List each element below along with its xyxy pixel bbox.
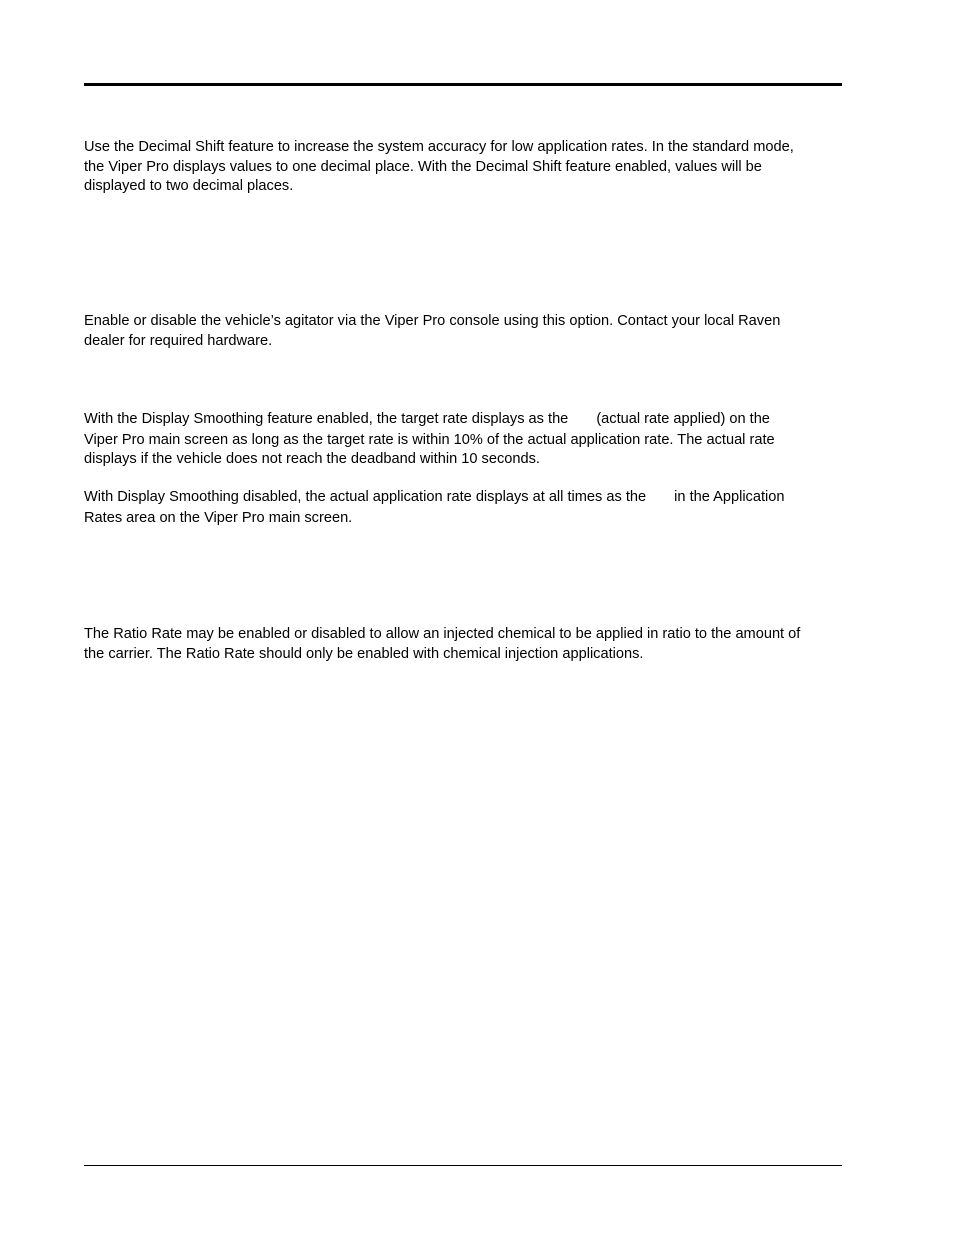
ratio-rate-line-2: the carrier. The Ratio Rate should only be enabled with chemical injection applications. <box>84 645 644 662</box>
display-smoothing-enabled-paragraph <box>84 409 844 470</box>
decimal-shift-paragraph <box>84 138 844 197</box>
agitator-paragraph <box>84 312 844 351</box>
display-smoothing-enabled-line-1 <box>84 409 844 431</box>
decimal-shift-line-1: Use the Decimal Shift feature to increase the system accuracy for low application rates. In the standard mode, <box>84 139 794 155</box>
display-smoothing-disabled-line-1-end: in the Application <box>674 489 785 505</box>
agitator-line-2: dealer for required hardware. <box>84 332 273 349</box>
display-smoothing-disabled-line-1-start: With Display Smoothing disabled, the actual application rate displays at all times as the <box>84 489 647 505</box>
ratio-rate-paragraph <box>84 625 844 664</box>
display-smoothing-enabled-line-1-start: With the Display Smoothing feature enabled, the target rate displays as the <box>84 411 569 427</box>
header-rule <box>84 83 842 86</box>
decimal-shift-line-3: displayed to two decimal places. <box>84 178 294 194</box>
display-smoothing-enabled-line-2: Viper Pro main screen as long as the target rate is within 10% of the actual application rate. The actual rate <box>84 431 775 448</box>
display-smoothing-disabled-line-1 <box>84 487 844 509</box>
display-smoothing-disabled-line-2: Rates area on the Viper Pro main screen. <box>84 509 353 526</box>
display-smoothing-enabled-line-1-end: (actual rate applied) on the <box>596 411 770 427</box>
display-smoothing-enabled-line-3: displays if the vehicle does not reach the deadband within 10 seconds. <box>84 451 540 467</box>
display-smoothing-disabled-paragraph <box>84 487 844 528</box>
footer-rule <box>84 1165 842 1166</box>
decimal-shift-line-2: the Viper Pro displays values to one decimal place. With the Decimal Shift feature enabled, values will be <box>84 158 762 175</box>
agitator-line-1: Enable or disable the vehicle’s agitator via the Viper Pro console using this option. Contact your local Raven <box>84 313 781 329</box>
ratio-rate-line-1: The Ratio Rate may be enabled or disabled to allow an injected chemical to be applied in ratio to the amount of <box>84 626 801 642</box>
